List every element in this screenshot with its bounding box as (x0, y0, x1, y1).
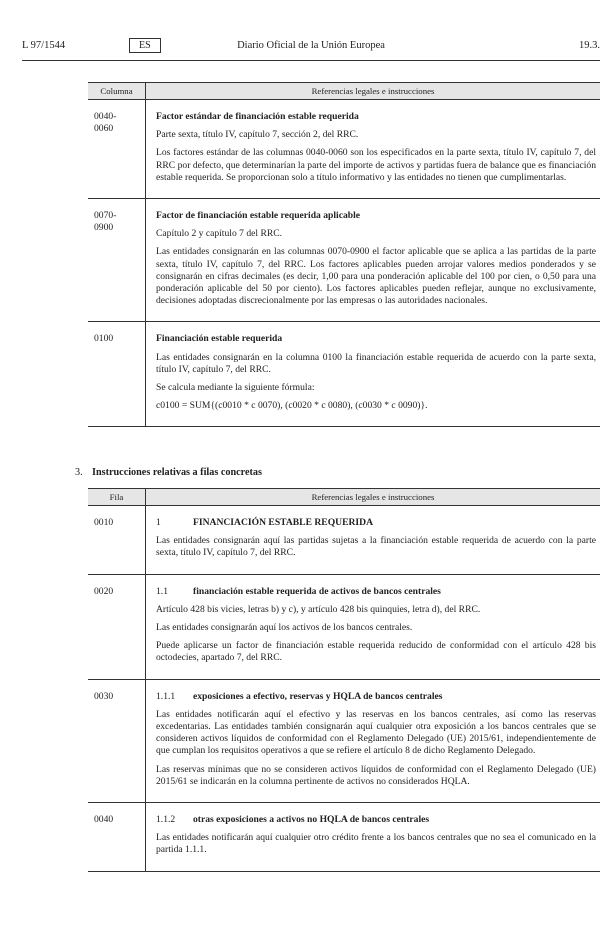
row-code: 0020 (88, 574, 146, 679)
row-title (156, 691, 596, 703)
language-badge: ES (129, 38, 161, 53)
row-paragraph: Las entidades consignarán aquí los activos de los bancos centrales. (156, 622, 413, 634)
row-paragraph: Capítulo 2 y capítulo 7 del RRC. (156, 228, 283, 240)
row-code: 0100 (88, 322, 146, 427)
table-row (88, 322, 600, 427)
table-row (88, 574, 600, 679)
rows-table (88, 488, 600, 872)
section-number: 3. (75, 467, 83, 478)
item-number: 1.1 (156, 585, 168, 597)
column-header-row: Fila (88, 489, 146, 506)
row-paragraph: Las reservas mínimas que no se consideren activos líquidos de conformidad con el Reglamento Delegado (UE) 2015/61 se indicarán en la columna pertinente de activos no considerados HQLA. (156, 763, 596, 787)
item-title: otras exposiciones a activos no HQLA de bancos centrales (193, 814, 430, 826)
table-row (88, 506, 600, 575)
columns-table (88, 82, 600, 427)
row-paragraph: Los factores estándar de las columnas 0040-0060 son los especificados en la parte sexta, título IV, capítulo 7, del RRC por defecto, que determinarían la parte del importe de activos y partidas fuera de balance que es financiación estable requerida. Se proporcionan solo a título informativo y las entidades no tienen que cumplimentarlas. (156, 147, 596, 183)
item-number: 1.1.2 (156, 814, 176, 826)
row-code: 0040- 0060 (88, 100, 146, 199)
item-number: 1.1.1 (156, 690, 176, 702)
row-title (156, 814, 596, 826)
row-formula: c0100 = SUM{(c0010 * c 0070), (c0020 * c 0080), (c0030 * c 0090)}. (156, 400, 428, 412)
row-title: Financiación estable requerida (156, 333, 283, 345)
row-paragraph: Las entidades consignarán aquí las partidas sujetas a la financiación estable requerida de acuerdo con la parte sexta, título IV, capítulo 7, del RRC. (156, 535, 596, 559)
row-paragraph: Las entidades consignarán en las columnas 0070-0900 el factor aplicable que se aplica a las partidas de la parte sexta, título IV, capítulo 7, del RRC. Los factores aplicables pueden arrojar valores medios ponderados y se consignarán en cifras decimales (es decir, 1,00 para una ponderación aplicable del 100 por cien, o 0,50 para una ponderación aplicable del 50 por ciento). Los factores aplicables pueden reflejar, aunque no exclusivamente, decisiones adoptadas discrecionalmente por las empresas o las autoridades nacionales. (156, 246, 596, 307)
row-paragraph: Las entidades notificarán aquí cualquier otro crédito frente a los bancos centrales que no sea el comunicado en la partida 1.1.1. (156, 832, 596, 856)
journal-title: Diario Oficial de la Unión Europea (237, 40, 385, 51)
page-header (22, 40, 600, 56)
table-row (88, 199, 600, 322)
section-title: Instrucciones relativas a filas concretas (92, 467, 262, 478)
table-row (88, 100, 600, 199)
table-row (88, 679, 600, 802)
item-number: 1 (156, 517, 161, 528)
row-title: Factor estándar de financiación estable requerida (156, 111, 359, 122)
publication-date: 19.3. (579, 40, 600, 51)
row-content (146, 679, 600, 802)
table-row (88, 803, 600, 872)
row-code: 0010 (88, 506, 146, 575)
row-title: Factor de financiación estable requerida aplicable (156, 210, 361, 222)
item-title: exposiciones a efectivo, reservas y HQLA de bancos centrales (193, 690, 443, 702)
row-code: 0040 (88, 803, 146, 872)
header-divider (22, 60, 600, 61)
row-content (146, 322, 600, 427)
page-reference: L 97/1544 (22, 40, 66, 51)
row-content (146, 199, 600, 322)
column-header-references: Referencias legales e instrucciones (146, 489, 600, 506)
row-code: 0070- 0900 (88, 199, 146, 322)
row-paragraph: Artículo 428 bis vicies, letras b) y c), y artículo 428 bis quinquies, letra d), del RRC. (156, 603, 481, 615)
row-content (146, 574, 600, 679)
row-paragraph: Se calcula mediante la siguiente fórmula: (156, 382, 315, 394)
column-header-code: Columna (88, 83, 146, 100)
section-heading (75, 467, 262, 478)
item-title: financiación estable requerida de activos de bancos centrales (193, 585, 441, 597)
row-code: 0030 (88, 679, 146, 802)
row-paragraph: Las entidades consignarán en la columna 0100 la financiación estable requerida de acuerdo con la parte sexta, título IV, capítulo 7, del RRC. (156, 351, 596, 375)
row-content (146, 506, 600, 575)
row-title (156, 517, 596, 529)
row-paragraph: Las entidades notificarán aquí el efectivo y las reservas en los bancos centrales, así como las reservas excedentarias. Las entidades también consignarán aquí cualquier otra exposición a los bancos centrales que se consideren activos líquidos de conformidad con el Reglamento Delegado (UE) 2015/61, independientemente de que cumplan los requisitos operativos a que se refiere el artículo 8 de dicho Reglamento Delegado. (156, 708, 596, 757)
row-title (156, 586, 596, 598)
row-content (146, 100, 600, 199)
row-paragraph: Parte sexta, título IV, capítulo 7, sección 2, del RRC. (156, 129, 359, 141)
column-header-references: Referencias legales e instrucciones (146, 83, 600, 100)
row-paragraph: Puede aplicarse un factor de financiación estable requerida reducido de conformidad con el artículo 428 bis octodecies, apartado 7, del RRC. (156, 640, 596, 664)
item-title: FINANCIACIÓN ESTABLE REQUERIDA (193, 517, 373, 528)
row-content (146, 803, 600, 872)
